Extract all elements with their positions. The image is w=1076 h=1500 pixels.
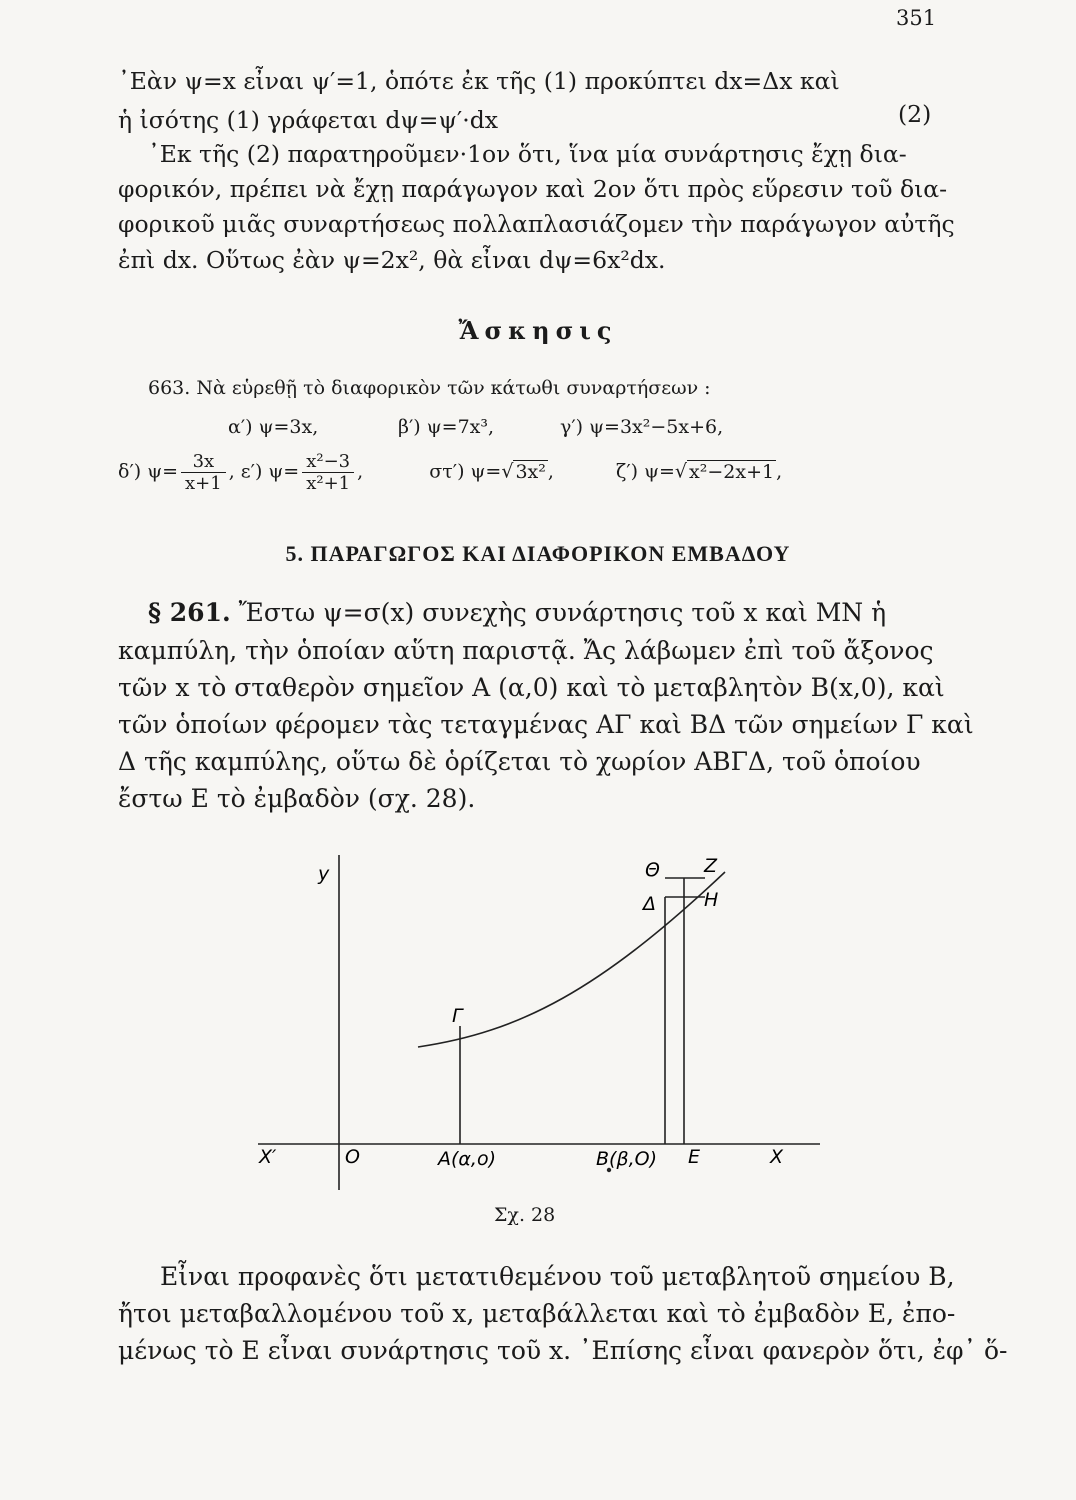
- label-delta: Δ: [643, 893, 656, 915]
- label-gamma: Γ: [452, 1005, 463, 1027]
- label-theta: Θ: [645, 859, 660, 881]
- exercise-st-label: στ′) ψ=: [429, 460, 502, 483]
- exercise-e-label: , ε′) ψ=: [228, 460, 300, 483]
- exercise-e-end: ,: [357, 460, 364, 483]
- label-zeta: Z: [704, 855, 718, 877]
- figure-caption: Σχ. 28: [494, 1204, 556, 1226]
- exercise-intro: 663. Νὰ εὑρεθῇ τὸ διαφορικὸν τῶν κάτωθι συναρτήσεων :: [148, 377, 711, 399]
- text-line: ἡ ἰσότης (1) γράφεται dψ=ψ′·dx: [118, 106, 499, 134]
- label-point-a: A(α,o): [438, 1148, 497, 1170]
- paragraph-number: § 261.: [148, 598, 231, 627]
- text-line: μένως τὸ Ε εἶναι συνάρτησις τοῦ x. ᾽Επίσης εἶναι φανερὸν ὅτι, ἐφ᾽ ὅ-: [118, 1336, 1008, 1365]
- curve-mn: [418, 872, 725, 1047]
- page-number: 351: [896, 6, 937, 30]
- exercises-heading: Ἄσκησις: [458, 316, 618, 345]
- text-line: Δ τῆς καμπύλης, οὕτω δὲ ὁρίζεται τὸ χωρίον ΑΒΓΔ, τοῦ ὁποίου: [118, 747, 921, 776]
- text-line: ἐπὶ dx. Οὕτως ἐὰν ψ=2x², θὰ εἶναι dψ=6x²dx.: [118, 246, 666, 274]
- exercise-z-label: ζ′) ψ=: [616, 460, 675, 483]
- text-line: Εἶναι προφανὲς ὅτι μετατιθεμένου τοῦ μεταβλητοῦ σημείου Β,: [160, 1262, 955, 1291]
- paragraph-261-first-line: § 261. Ἔστω ψ=σ(x) συνεχὴς συνάρτησις τοῦ x καὶ MN ἡ: [148, 598, 887, 627]
- equation-number: (2): [898, 100, 932, 128]
- exercises-row-2: δ′) ψ= $\frac{3x}{x+1}$ , ε′) ψ= $\frac{\text{x²−3}}{\text{x²+1}}$ , στ′) ψ=√ 3x² , ζ′) ψ=√ x²−2x+1 ,: [118, 451, 783, 494]
- exercise-a: α′) ψ=3x,: [228, 416, 319, 438]
- text-line: τῶν ὁποίων φέρομεν τὰς τεταγμένας ΑΓ καὶ ΒΔ τῶν σημείων Γ καὶ: [118, 710, 974, 739]
- exercise-g: γ′) ψ=3x²−5x+6,: [560, 416, 724, 438]
- text-line: ᾽Εὰν ψ=x εἶναι ψ′=1, ὁπότε ἐκ τῆς (1) προκύπτει dx=Δx καὶ: [118, 67, 840, 95]
- label-point-e: E: [688, 1146, 701, 1168]
- sqrt-sign: √: [501, 460, 514, 483]
- text-line: ᾽Εκ τῆς (2) παρατηροῦμεν·1ον ὅτι, ἵνα μία συνάρτησις ἔχῃ δια-: [148, 140, 907, 168]
- label-x-neg: X′: [259, 1146, 277, 1168]
- exercise-z-root: x²−2x+1: [689, 460, 775, 483]
- label-eta: H: [704, 889, 719, 911]
- exercise-d-label: δ′) ψ=: [118, 460, 179, 483]
- label-point-b: B(β,O): [596, 1148, 657, 1170]
- exercise-b: β′) ψ=7x³,: [398, 416, 495, 438]
- sqrt-sign: √: [674, 460, 688, 483]
- label-x-pos: X: [770, 1146, 784, 1168]
- text-line: φορικοῦ μιᾶς συναρτήσεως πολλαπλασιάζομεν τὴν παράγωγον αὐτῆς: [118, 210, 955, 238]
- exercise-st-root: 3x²: [515, 460, 546, 483]
- text-line: τῶν x τὸ σταθερὸν σημεῖον A (α,0) καὶ τὸ μεταβλητὸν B(x,0), καὶ: [118, 673, 945, 702]
- fraction-e: $\frac{\text{x²−3}}{\text{x²+1}}$: [302, 451, 354, 494]
- section-title: 5. ΠΑΡΑΓΩΓΟΣ ΚΑΙ ΔΙΑΦΟΡΙΚΟΝ ΕΜΒΑΔΟΥ: [285, 541, 791, 566]
- text-line: ἔστω Ε τὸ ἐμβαδὸν (σχ. 28).: [118, 784, 476, 813]
- text-line: ἤτοι μεταβαλλομένου τοῦ x, μεταβάλλεται καὶ τὸ ἐμβαδὸν Ε, ἐπο-: [118, 1299, 956, 1328]
- label-y: y: [318, 863, 330, 885]
- fraction-d: $\frac{3x}{x+1}$: [181, 451, 226, 494]
- text-line: καμπύλη, τὴν ὁποίαν αὕτη παριστᾷ. Ἄς λάβωμεν ἐπὶ τοῦ ἄξονος: [118, 636, 934, 665]
- text-line: φορικόν, πρέπει νὰ ἔχῃ παράγωγον καὶ 2ον ὅτι πρὸς εὕρεσιν τοῦ δια-: [118, 175, 948, 203]
- label-origin: O: [345, 1146, 360, 1168]
